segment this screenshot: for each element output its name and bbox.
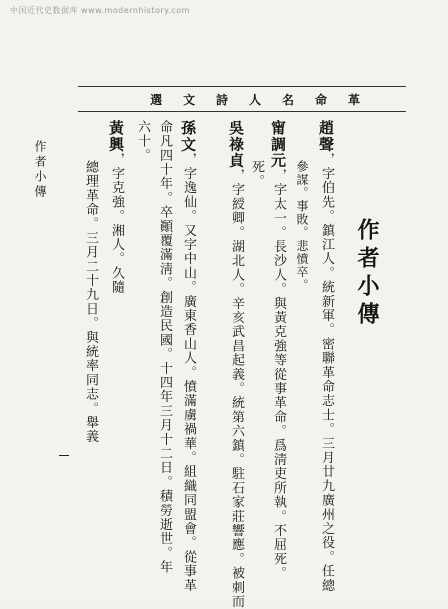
entry-text: 死。 <box>249 160 264 189</box>
watermark: 中国近代史数据库 www.modernhistory.com <box>10 6 190 15</box>
text-column <box>180 120 195 593</box>
entry-name: 趙聲 <box>317 120 335 153</box>
header-rule-bottom <box>78 111 406 112</box>
entry-text: ，字太一。長沙人。與黃克強等從事革命。爲淸吏所執。不屈死。 <box>271 168 286 581</box>
section-title: 作者小傳 <box>354 218 380 330</box>
entry-name: 甯調元 <box>269 120 287 169</box>
entry-text: 命凡四十年。卒顚覆滿淸。創造民國。十四年三月十二日。積勞逝世。年 <box>157 120 172 575</box>
running-head-char: 革 <box>347 93 360 107</box>
running-head-char: 詩 <box>216 93 229 107</box>
side-title: 作者小傳 <box>33 140 47 200</box>
header-rule-top <box>78 86 406 87</box>
text-column <box>228 120 243 609</box>
text-column <box>296 160 308 292</box>
entry-text: ，字綬卿。湖北人。辛亥武昌起義。統第六鎮。駐石家莊響應。被刺而 <box>229 168 244 609</box>
entry-text: 參謀。事敗。悲憤卒。 <box>295 160 309 292</box>
text-column <box>158 120 171 574</box>
text-column <box>84 160 97 444</box>
running-head-char: 命 <box>315 93 328 107</box>
entry-name: 孫文 <box>179 120 197 153</box>
running-head-char: 文 <box>183 93 196 107</box>
entry-text: ，字逸仙。又字中山。廣東香山人。憤滿虜禍華。組織同盟會。從事革 <box>181 152 196 593</box>
text-column <box>108 120 123 294</box>
text-column <box>318 120 333 593</box>
entry-text: ，字克強。湘人。久隨 <box>109 152 124 295</box>
text-column <box>250 160 263 188</box>
running-head-char: 選 <box>150 93 163 107</box>
entry-name: 吳祿貞 <box>227 120 245 169</box>
entry-text: 總理革命。三月二十九日。與統率同志。舉義 <box>83 160 98 444</box>
text-column <box>270 120 285 580</box>
text-column <box>136 120 149 163</box>
running-head <box>150 91 360 107</box>
entry-name: 黃興 <box>107 120 125 153</box>
entry-text: ，字伯先。鎮江人。統新軍。密聯革命志士。三月廿九廣州之役。任總 <box>319 152 334 593</box>
running-head-char: 名 <box>282 93 295 107</box>
running-head-char: 人 <box>249 93 262 107</box>
page-number-mark <box>59 455 69 456</box>
entry-text: 六十。 <box>135 120 150 163</box>
